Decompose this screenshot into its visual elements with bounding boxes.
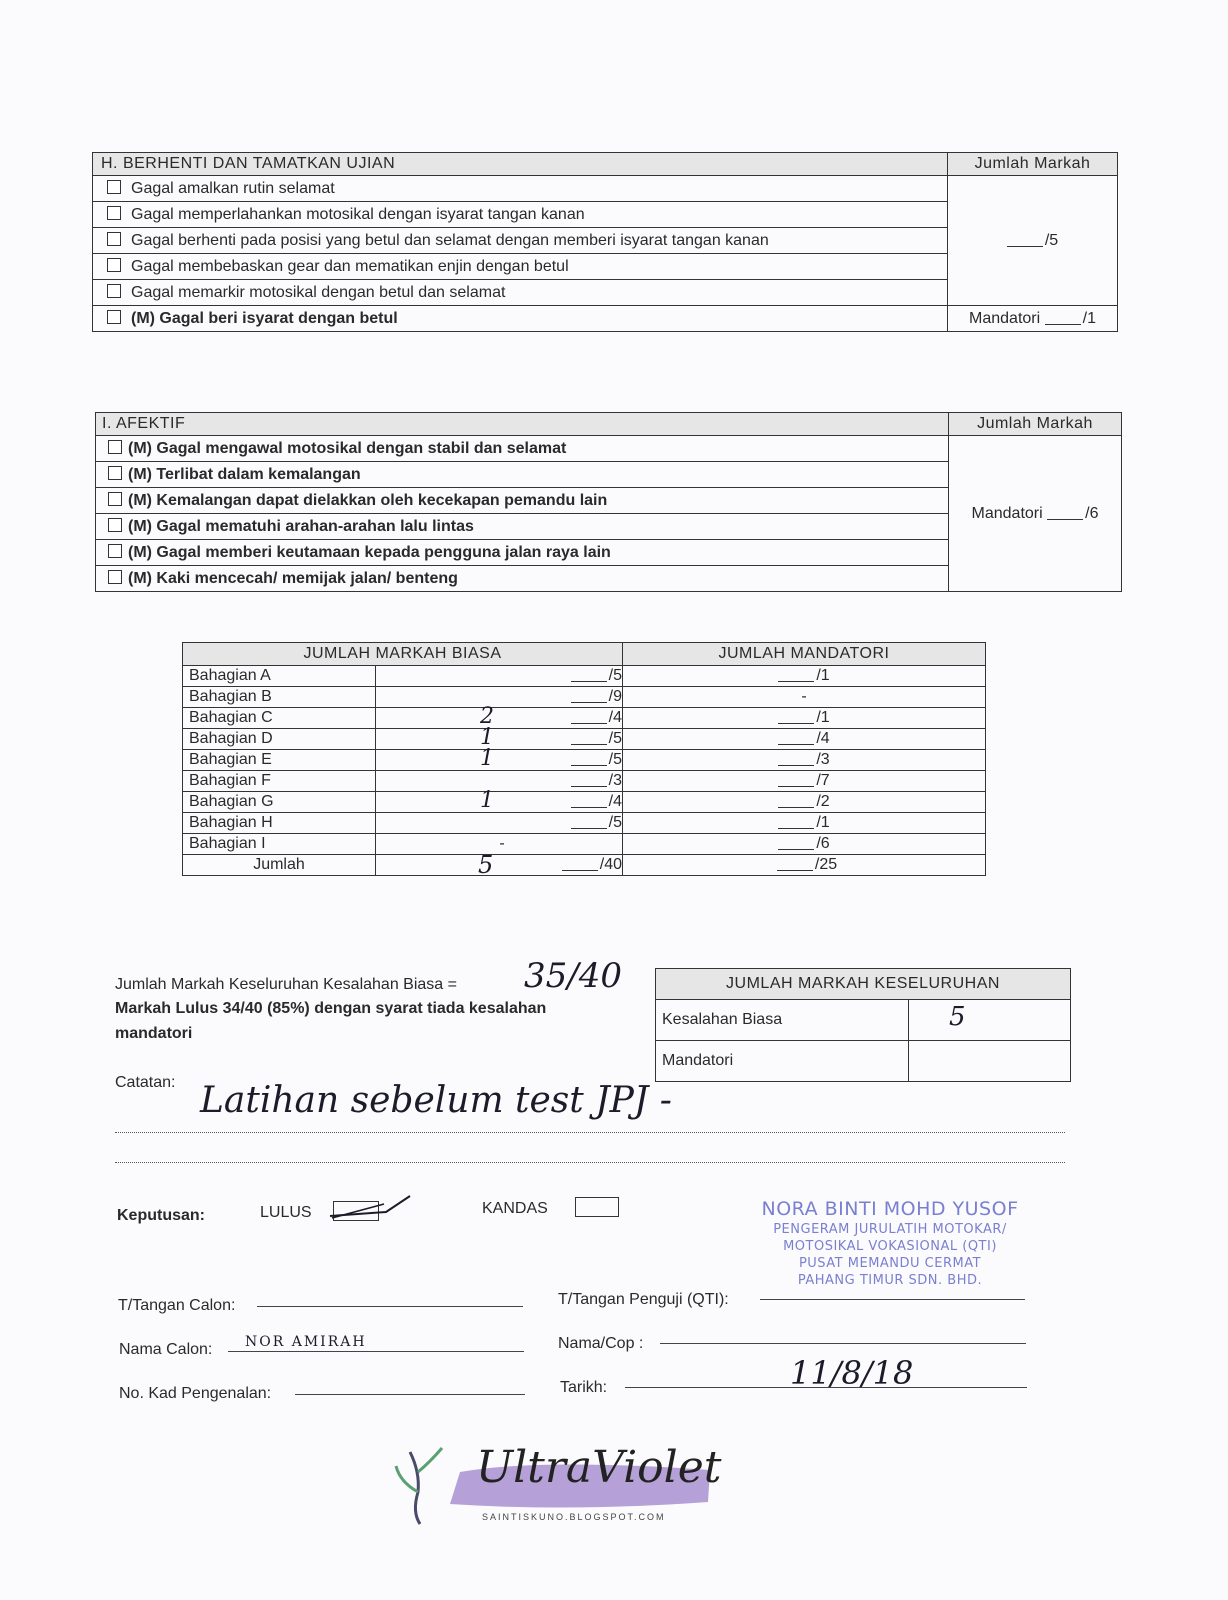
overall-line-1: Jumlah Markah Keseluruhan Kesalahan Biasa = — [115, 976, 457, 993]
checkbox-icon[interactable] — [107, 206, 121, 220]
summary-total-mand[interactable]: /25 — [623, 855, 986, 876]
section-i-table — [95, 412, 1122, 592]
section-h-item[interactable]: Gagal memperlahankan motosikal dengan isyarat tangan kanan — [93, 202, 948, 228]
summary-row-label: Bahagian B — [183, 687, 376, 708]
score-blank[interactable] — [1007, 232, 1043, 247]
summary-row-biasa[interactable]: /9 — [376, 687, 623, 708]
summary-row — [183, 813, 986, 834]
checkbox-icon[interactable] — [107, 284, 121, 298]
handwritten-total: 5 — [478, 851, 494, 879]
checkbox-icon[interactable] — [107, 180, 121, 194]
summary-row-label: Bahagian A — [183, 666, 376, 687]
section-i-mandatori-cell: Mandatori /6 — [949, 436, 1122, 592]
summary-row-label: Bahagian F — [183, 771, 376, 792]
section-h-title-text: H. BERHENTI DAN TAMATKAN UJIAN — [101, 155, 396, 172]
section-h-score-cell: /5 — [948, 176, 1118, 306]
keputusan-label: Keputusan: — [117, 1207, 205, 1224]
summary-row-mand[interactable]: - — [623, 687, 986, 708]
kesalahan-biasa-value[interactable] — [909, 1000, 1071, 1041]
section-i-item[interactable]: (M) Gagal mematuhi arahan-arahan lalu lintas — [96, 514, 949, 540]
section-h-item[interactable]: Gagal memarkir motosikal dengan betul dan selamat — [93, 280, 948, 306]
handwritten-kesalahan: 5 — [949, 1002, 966, 1032]
overall-box — [655, 968, 1071, 1082]
score-blank[interactable] — [571, 751, 607, 766]
score-blank[interactable] — [571, 667, 607, 682]
tarikh-label: Tarikh: — [560, 1379, 608, 1396]
score-blank[interactable] — [778, 772, 814, 787]
summary-header-biasa: JUMLAH MARKAH BIASA — [183, 643, 623, 666]
overall-box-title: JUMLAH MARKAH KESELURUHAN — [656, 969, 1071, 1000]
summary-body — [183, 666, 986, 855]
summary-row-mand[interactable]: /6 — [623, 834, 986, 855]
checkbox-icon[interactable] — [108, 570, 122, 584]
section-i-item[interactable]: (M) Gagal mengawal motosikal dengan stabil dan selamat — [96, 436, 949, 462]
checkbox-icon[interactable] — [108, 492, 122, 506]
summary-row-label: Bahagian G — [183, 792, 376, 813]
tandatangan-calon-label: T/Tangan Calon: — [118, 1297, 236, 1314]
overall-line-3: mandatori — [115, 1025, 193, 1042]
score-blank[interactable] — [778, 730, 814, 745]
no-kad-label: No. Kad Pengenalan: — [119, 1385, 272, 1402]
score-blank[interactable] — [571, 688, 607, 703]
summary-header-mandatori: JUMLAH MANDATORI — [623, 643, 986, 666]
score-blank[interactable] — [778, 751, 814, 766]
watermark-site: SAINTISKUNO.BLOGSPOT.COM — [482, 1512, 666, 1522]
summary-row-biasa[interactable]: 2 /4 — [376, 708, 623, 729]
catatan-line-2[interactable] — [115, 1162, 1065, 1163]
summary-row-mand[interactable]: /1 — [623, 708, 986, 729]
handwritten-tarikh: 11/8/18 — [790, 1354, 914, 1392]
score-blank[interactable] — [571, 814, 607, 829]
handwritten-nama-calon: NOR AMIRAH — [245, 1334, 367, 1350]
no-kad-line[interactable] — [295, 1394, 525, 1395]
summary-row-mand[interactable]: /2 — [623, 792, 986, 813]
summary-row-biasa[interactable]: /5 — [376, 813, 623, 834]
catatan-line-1[interactable] — [115, 1132, 1065, 1133]
score-blank[interactable] — [778, 709, 814, 724]
section-h-item[interactable]: Gagal berhenti pada posisi yang betul dan selamat dengan memberi isyarat tangan kanan — [93, 228, 948, 254]
summary-row-biasa[interactable]: 1 /5 — [376, 750, 623, 771]
checkbox-icon[interactable] — [108, 544, 122, 558]
summary-row-mand[interactable]: /7 — [623, 771, 986, 792]
watermark-logo — [390, 1432, 730, 1532]
section-i-item[interactable]: (M) Terlibat dalam kemalangan — [96, 462, 949, 488]
score-blank[interactable] — [571, 793, 607, 808]
summary-row-biasa[interactable]: 1 /4 — [376, 792, 623, 813]
score-blank[interactable] — [777, 856, 813, 871]
summary-row-label: Bahagian C — [183, 708, 376, 729]
watermark-brand: UltraViolet — [476, 1442, 722, 1493]
summary-table — [182, 642, 986, 879]
score-blank[interactable] — [571, 709, 607, 724]
tarikh-line[interactable] — [625, 1387, 1027, 1388]
summary-row — [183, 666, 986, 687]
section-i-item[interactable]: (M) Kemalangan dapat dielakkan oleh kecekapan pemandu lain — [96, 488, 949, 514]
summary-row-label: Bahagian I — [183, 834, 376, 855]
summary-row — [183, 687, 986, 708]
summary-row-biasa[interactable]: /3 — [376, 771, 623, 792]
lulus-label: LULUS — [260, 1204, 312, 1221]
summary-row — [183, 750, 986, 771]
handwritten-score: 2 — [480, 704, 494, 729]
tandatangan-penguji-line[interactable] — [760, 1299, 1025, 1300]
summary-row-label: Bahagian D — [183, 729, 376, 750]
summary-total-label: Jumlah — [183, 855, 376, 876]
checkbox-icon[interactable] — [107, 310, 121, 324]
handwritten-catatan: Latihan sebelum test JPJ - — [200, 1080, 672, 1121]
section-h-item[interactable]: Gagal membebaskan gear dan mematikan enjin dengan betul — [93, 254, 948, 280]
score-blank[interactable] — [778, 667, 814, 682]
mandatori-blank[interactable] — [1045, 310, 1081, 325]
checkbox-icon[interactable] — [107, 232, 121, 246]
checkbox-icon[interactable] — [108, 440, 122, 454]
section-i-title: I. AFEKTIF — [96, 413, 949, 436]
tandatangan-penguji-label: T/Tangan Penguji (QTI): — [558, 1291, 729, 1308]
summary-row-biasa[interactable]: - — [376, 834, 623, 855]
tandatangan-calon-line[interactable] — [257, 1306, 523, 1307]
score-blank[interactable] — [778, 793, 814, 808]
tick-icon — [326, 1190, 416, 1220]
overall-line-2: Markah Lulus 34/40 (85%) dengan syarat tiada kesalahan — [115, 1000, 547, 1017]
checkbox-icon[interactable] — [107, 258, 121, 272]
section-h-marks-header: Jumlah Markah — [948, 153, 1118, 176]
kandas-label: KANDAS — [482, 1200, 548, 1217]
lulus-checkbox[interactable] — [333, 1201, 379, 1221]
summary-row-biasa[interactable]: /5 — [376, 666, 623, 687]
summary-total-biasa[interactable]: 5 /40 — [376, 855, 623, 876]
kesalahan-biasa-label: Kesalahan Biasa — [656, 1000, 909, 1041]
kandas-checkbox[interactable] — [575, 1197, 619, 1217]
section-h-mandatori-cell: Mandatori /1 — [948, 306, 1118, 332]
section-i-marks-header: Jumlah Markah — [949, 413, 1122, 436]
summary-row-label: Bahagian E — [183, 750, 376, 771]
section-i-item[interactable]: (M) Kaki mencecah/ memijak jalan/ benteng — [96, 566, 949, 592]
mandatori-label: Mandatori — [656, 1041, 909, 1082]
score-blank[interactable] — [778, 835, 814, 850]
summary-row — [183, 771, 986, 792]
checkbox-icon[interactable] — [108, 518, 122, 532]
handwritten-score: 1 — [480, 725, 494, 750]
summary-row — [183, 834, 986, 855]
summary-row — [183, 729, 986, 750]
nama-calon-line[interactable] — [228, 1351, 524, 1352]
handwritten-overall-score: 35/40 — [524, 956, 622, 996]
section-h-item[interactable]: (M) Gagal beri isyarat dengan betul — [93, 306, 948, 332]
mandatori-blank[interactable] — [1047, 505, 1083, 520]
summary-row-mand[interactable]: /3 — [623, 750, 986, 771]
summary-row — [183, 708, 986, 729]
nama-cop-label: Nama/Cop : — [558, 1335, 644, 1352]
summary-row-mand[interactable]: /4 — [623, 729, 986, 750]
section-h-table — [92, 152, 1118, 332]
summary-row-mand[interactable]: /1 — [623, 666, 986, 687]
handwritten-score: 1 — [480, 746, 494, 771]
nama-cop-line[interactable] — [660, 1343, 1026, 1344]
summary-row — [183, 792, 986, 813]
score-blank[interactable] — [562, 856, 598, 871]
checkbox-icon[interactable] — [108, 466, 122, 480]
summary-row-mand[interactable]: /1 — [623, 813, 986, 834]
summary-row-biasa[interactable]: 1 /5 — [376, 729, 623, 750]
section-h-title — [93, 153, 948, 176]
nama-calon-label: Nama Calon: — [119, 1341, 213, 1358]
section-i-item[interactable]: (M) Gagal memberi keutamaan kepada pengguna jalan raya lain — [96, 540, 949, 566]
score-blank[interactable] — [571, 772, 607, 787]
official-stamp: NORA BINTI MOHD YUSOF PENGERAM JURULATIH MOTOKAR/ MOTOSIKAL VOKASIONAL (QTI) PUSAT MEMANDU CERMAT PAHANG TIMUR SDN. BHD. — [761, 1198, 1019, 1288]
handwritten-score: 1 — [480, 788, 494, 813]
mandatori-value[interactable] — [909, 1041, 1071, 1082]
summary-row-label: Bahagian H — [183, 813, 376, 834]
catatan-label: Catatan: — [115, 1074, 176, 1091]
section-h-item[interactable]: Gagal amalkan rutin selamat — [93, 176, 948, 202]
score-blank[interactable] — [778, 814, 814, 829]
score-blank[interactable] — [571, 730, 607, 745]
